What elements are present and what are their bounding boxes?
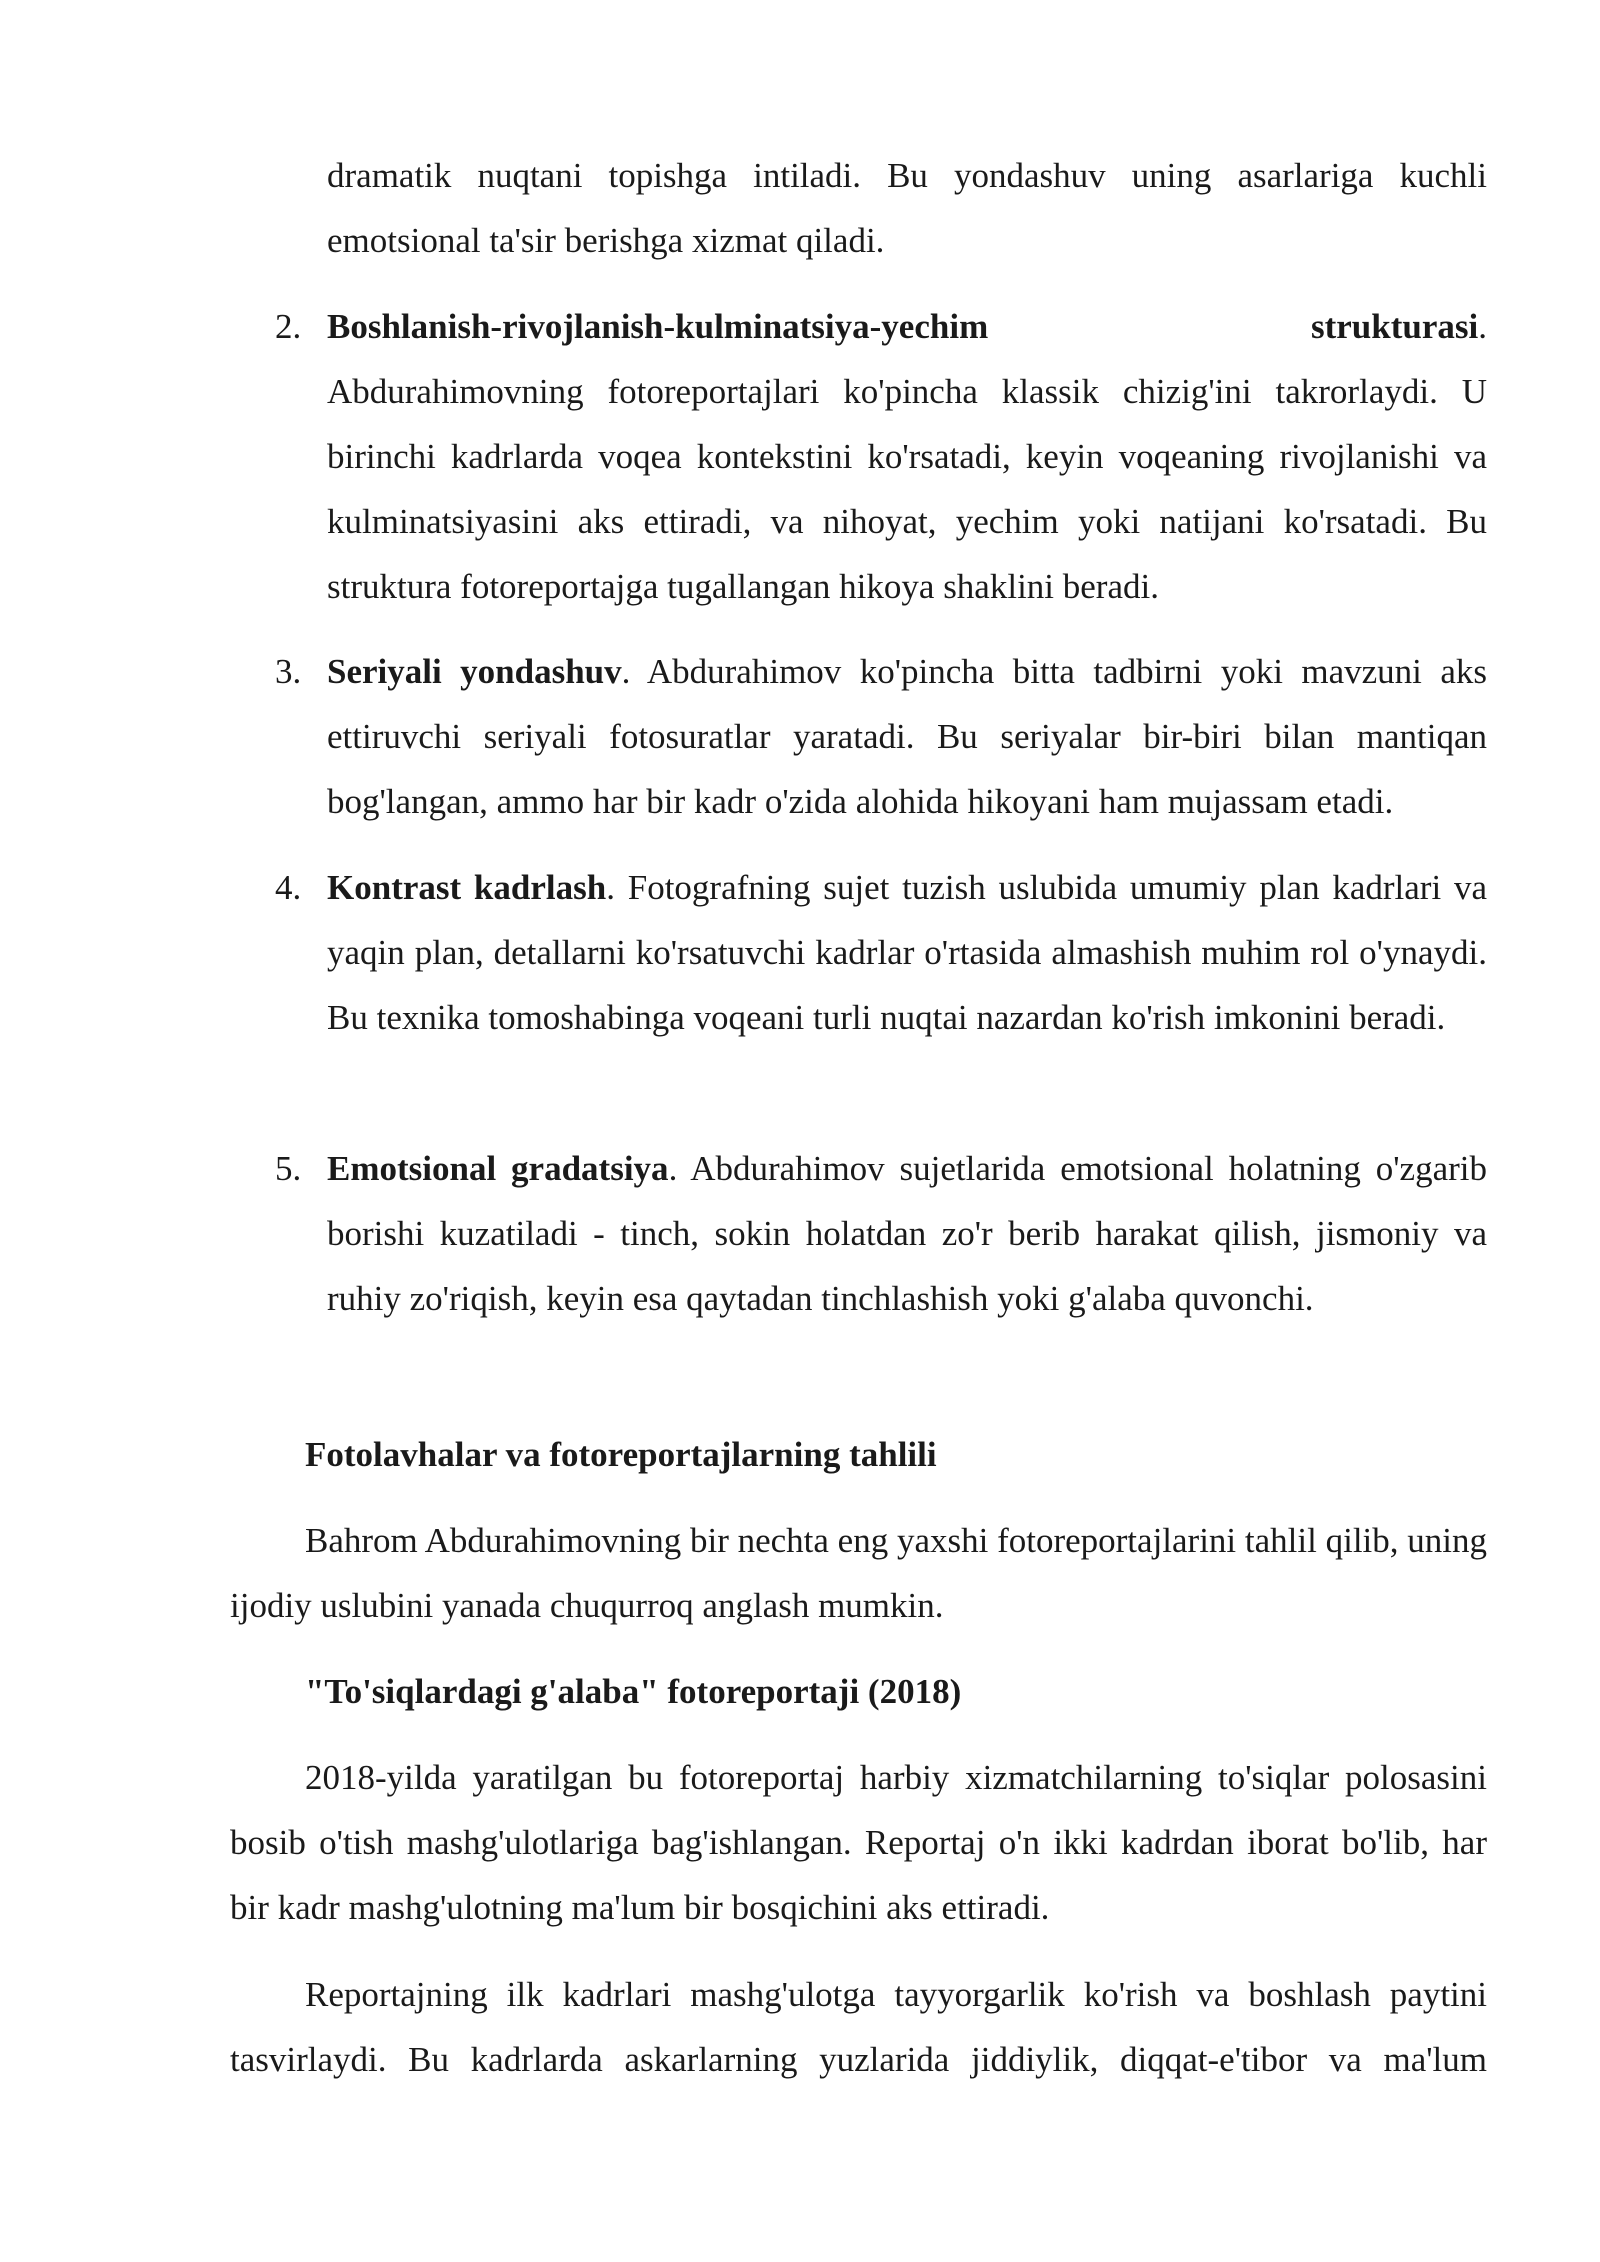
continuation-line-1: dramatik nuqtani topishga intiladi. Bu yondashuv uning asarlariga kuchli <box>327 156 1487 195</box>
list-term: Emotsional gradatsiya <box>327 1149 669 1188</box>
list-text: Fotografning sujet tuzish uslubida umumiy plan kadrlari va yaqin plan, detallarni ko'rsatuvchi kadrlar o'rtasida almashish muhim rol o'ynaydi. Bu texnika tomoshabinga voqeani turli nuqtai nazardan ko'rish imkonini beradi. <box>327 868 1487 1037</box>
list-text: Abdurahimov ko'pincha bitta tadbirni yoki mavzuni aks ettiruvchi seriyali fotosuratlar yaratadi. Bu seriyalar bir-biri bilan mantiqan bog'langan, ammo har bir kadr o'zida alohida hikoyani ham mujassam etadi. <box>327 652 1487 821</box>
list-text: Abdurahimovning fotoreportajlari ko'pincha klassik chizig'ini takrorlaydi. U birinchi kadrlarda voqea kontekstini ko'rsatadi, keyin voqeaning rivojlanishi va kulminatsiyasini aks ettiradi, va nihoyat, yechim yoki natijani ko'rsatadi. Bu struktura fotoreportajga tugallangan hikoya shaklini beradi. <box>327 372 1487 606</box>
list-term-punct: . <box>621 652 631 691</box>
paragraph: 2018-yilda yaratilgan bu fotoreportaj harbiy xizmatchilarning to'siqlar polosasini bosib o'tish mashg'ulotlariga bag'ishlangan. Reportaj o'n ikki kadrdan iborat bo'lib, har bir kadr mashg'ulotning ma'lum bir bosqichini aks ettiradi. <box>230 1758 1487 1927</box>
list-number: 5. <box>275 1149 302 1188</box>
list-number: 2. <box>275 307 302 346</box>
section-heading: "To'siqlardagi g'alaba" fotoreportaji (2018) <box>305 1672 962 1711</box>
list-number: 3. <box>275 652 302 691</box>
list-item-2-heading-line <box>327 294 1487 359</box>
list-term-end: strukturasi <box>1311 307 1479 346</box>
list-term-punct: . <box>606 868 615 907</box>
list-item-2 <box>275 294 1487 619</box>
list-term-punct: . <box>668 1149 678 1188</box>
section-heading: Fotolavhalar va fotoreportajlarning tahlili <box>305 1435 937 1474</box>
list-term: Seriyali yondashuv <box>327 652 622 691</box>
list-term-punct: . <box>1478 307 1487 346</box>
list-body <box>327 855 1487 1050</box>
list-body <box>327 639 1487 834</box>
paragraph: Reportajning ilk kadrlari mashg'ulotga tayyorgarlik ko'rish va boshlash paytini tasvirlaydi. Bu kadrlarda askarlarning yuzlarida jiddiylik, diqqat-e'tibor va ma'lum <box>230 1975 1487 2079</box>
list-body <box>327 1136 1487 1331</box>
list-text: Abdurahimov sujetlarida emotsional holatning o'zgarib borishi kuzatiladi - tinch, sokin holatdan zo'r berib harakat qilish, jismoniy va ruhiy zo'riqish, keyin esa qaytadan tinchlashish yoki g'alaba quvonchi. <box>327 1149 1487 1318</box>
list-term: Boshlanish-rivojlanish-kulminatsiya-yechim <box>327 307 989 346</box>
list-term: Kontrast kadrlash <box>327 868 607 907</box>
list-item-4 <box>275 855 1487 1050</box>
list-item-5 <box>275 1136 1487 1331</box>
list-item-3 <box>275 639 1487 834</box>
paragraph: Bahrom Abdurahimovning bir nechta eng yaxshi fotoreportajlarini tahlil qilib, uning ijodiy uslubini yanada chuqurroq anglash mumkin. <box>230 1521 1487 1625</box>
continuation-line-2: emotsional ta'sir berishga xizmat qiladi. <box>327 221 885 260</box>
list-number: 4. <box>275 868 302 907</box>
